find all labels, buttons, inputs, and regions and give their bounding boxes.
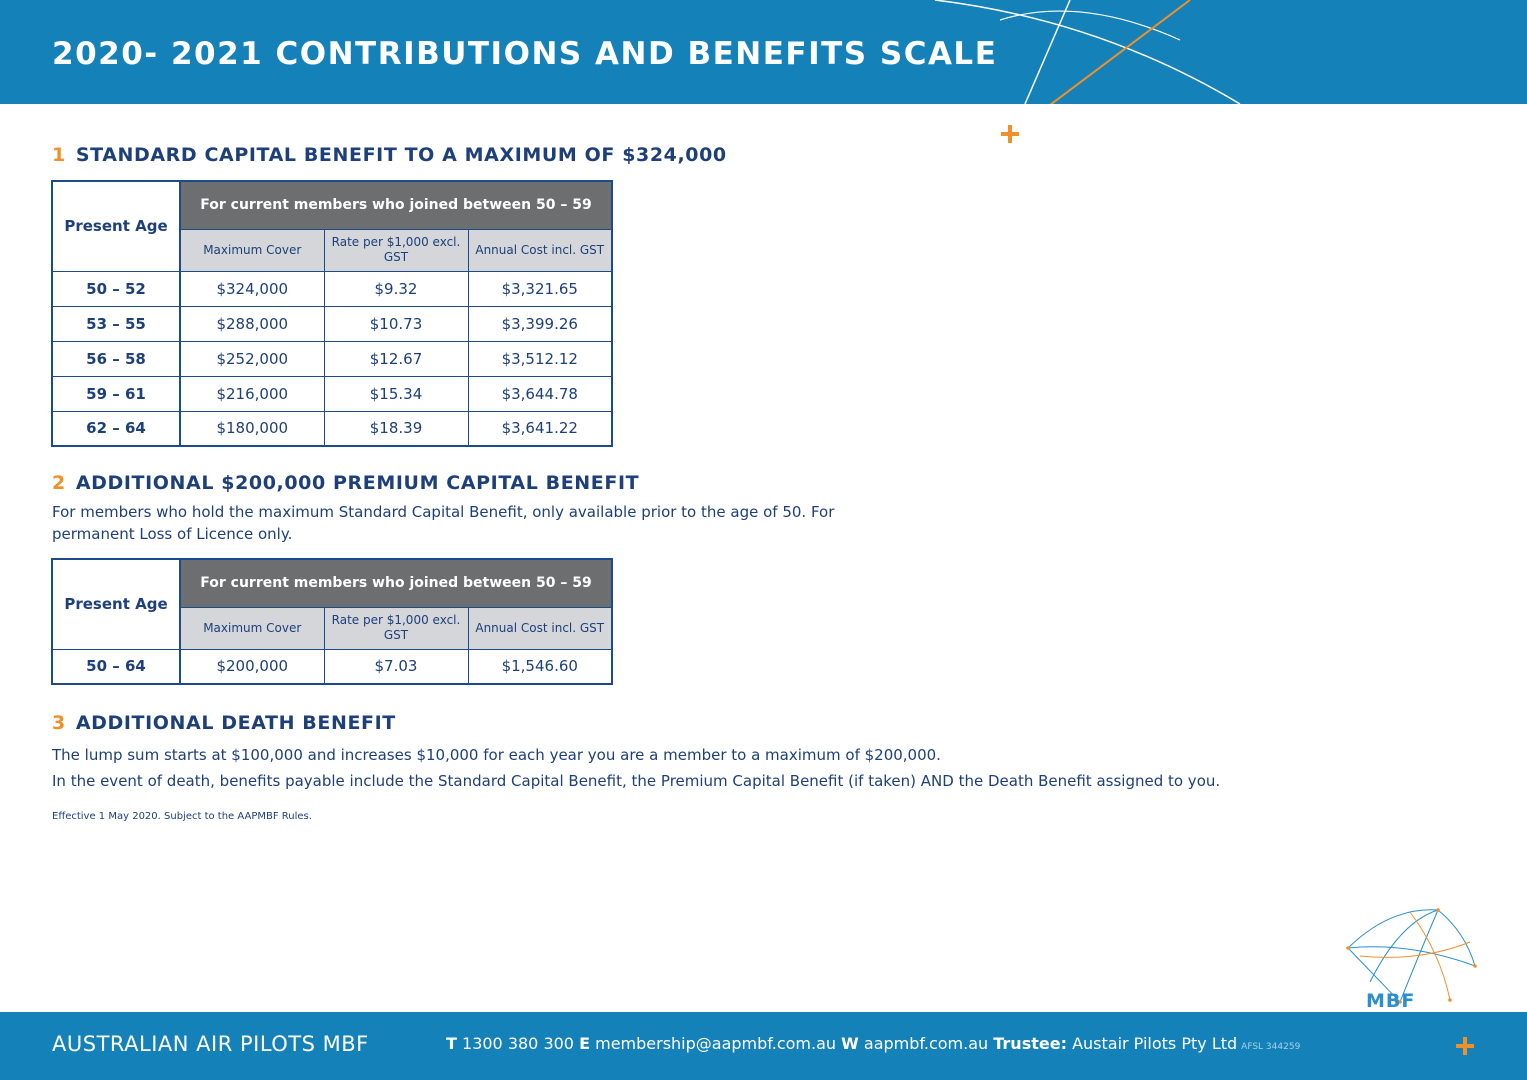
- plus-icon: [1453, 1034, 1477, 1058]
- age-cell: 59 – 61: [52, 376, 180, 411]
- section-1-title: STANDARD CAPITAL BENEFIT TO A MAXIMUM OF $324,000: [75, 144, 727, 166]
- cost-cell: $3,644.78: [468, 376, 612, 411]
- present-age-header: Present Age: [52, 181, 180, 271]
- email-label: E: [579, 1034, 591, 1053]
- section-2-number: 2: [52, 472, 66, 494]
- group-header: For current members who joined between 50 – 59: [180, 181, 612, 229]
- table-row: [52, 649, 612, 684]
- footer-brand: AUSTRALIAN AIR PILOTS MBF: [52, 1032, 369, 1056]
- age-cell: 50 – 64: [52, 649, 180, 684]
- cover-cell: $200,000: [180, 649, 324, 684]
- table-row: [52, 271, 612, 306]
- age-cell: 62 – 64: [52, 411, 180, 446]
- effective-date-footnote: Effective 1 May 2020. Subject to the AAPMBF Rules.: [52, 811, 312, 822]
- cost-cell: $3,512.12: [468, 341, 612, 376]
- web-label: W: [841, 1034, 859, 1053]
- column-header-maximum-cover: Maximum Cover: [180, 229, 324, 271]
- header-band: [0, 0, 1527, 104]
- standard-capital-benefit-table: [51, 180, 613, 447]
- column-header-annual-cost: Annual Cost incl. GST: [468, 607, 612, 649]
- column-header-rate: Rate per $1,000 excl. GST: [324, 607, 468, 649]
- web-link[interactable]: aapmbf.com.au: [863, 1034, 989, 1053]
- table-row: [52, 306, 612, 341]
- footer-band: [0, 1012, 1527, 1080]
- email-link[interactable]: membership@aapmbf.com.au: [595, 1034, 837, 1053]
- column-header-annual-cost: Annual Cost incl. GST: [468, 229, 612, 271]
- age-cell: 50 – 52: [52, 271, 180, 306]
- column-header-rate: Rate per $1,000 excl. GST: [324, 229, 468, 271]
- section-3-heading: [52, 712, 396, 734]
- rate-cell: $9.32: [324, 271, 468, 306]
- section-1-number: 1: [52, 144, 66, 166]
- age-cell: 56 – 58: [52, 341, 180, 376]
- trustee-name: Austair Pilots Pty Ltd: [1072, 1034, 1238, 1053]
- rate-cell: $18.39: [324, 411, 468, 446]
- footer-contact: [446, 1034, 1300, 1053]
- cost-cell: $3,321.65: [468, 271, 612, 306]
- cover-cell: $216,000: [180, 376, 324, 411]
- table-row: [52, 376, 612, 411]
- cover-cell: $180,000: [180, 411, 324, 446]
- section-3-number: 3: [52, 712, 66, 734]
- rate-cell: $15.34: [324, 376, 468, 411]
- rate-cell: $10.73: [324, 306, 468, 341]
- phone-number[interactable]: 1300 380 300: [462, 1034, 574, 1053]
- cover-cell: $252,000: [180, 341, 324, 376]
- column-header-maximum-cover: Maximum Cover: [180, 607, 324, 649]
- premium-capital-benefit-table: [51, 558, 613, 685]
- logo-text: MBF: [1366, 990, 1416, 1012]
- death-benefit-line-1: The lump sum starts at $100,000 and increases $10,000 for each year you are a member to a maximum of $200,000.: [52, 746, 941, 764]
- section-3-title: ADDITIONAL DEATH BENEFIT: [75, 712, 396, 734]
- group-header: For current members who joined between 50 – 59: [180, 559, 612, 607]
- plus-icon: [998, 122, 1022, 146]
- death-benefit-line-2: In the event of death, benefits payable include the Standard Capital Benefit, the Premium Capital Benefit (if taken) AND the Death Benefit assigned to you.: [52, 772, 1221, 790]
- cover-cell: $324,000: [180, 271, 324, 306]
- rate-cell: $7.03: [324, 649, 468, 684]
- age-cell: 53 – 55: [52, 306, 180, 341]
- table-row: [52, 411, 612, 446]
- section-2-description: For members who hold the maximum Standard Capital Benefit, only available prior to the age of 50. For permanent Loss of Licence only.: [52, 503, 835, 543]
- cover-cell: $288,000: [180, 306, 324, 341]
- cost-cell: $3,641.22: [468, 411, 612, 446]
- section-1-heading: [52, 144, 727, 166]
- afsl-number: AFSL 344259: [1241, 1042, 1301, 1052]
- rate-cell: $12.67: [324, 341, 468, 376]
- section-2-title: ADDITIONAL $200,000 PREMIUM CAPITAL BENEFIT: [75, 472, 640, 494]
- cost-cell: $3,399.26: [468, 306, 612, 341]
- cost-cell: $1,546.60: [468, 649, 612, 684]
- section-2-heading: [52, 472, 639, 494]
- table-row: [52, 341, 612, 376]
- phone-label: T: [446, 1034, 457, 1053]
- trustee-label: Trustee:: [993, 1034, 1067, 1053]
- page-title: 2020- 2021 CONTRIBUTIONS AND BENEFITS SCALE: [52, 36, 998, 72]
- present-age-header: Present Age: [52, 559, 180, 649]
